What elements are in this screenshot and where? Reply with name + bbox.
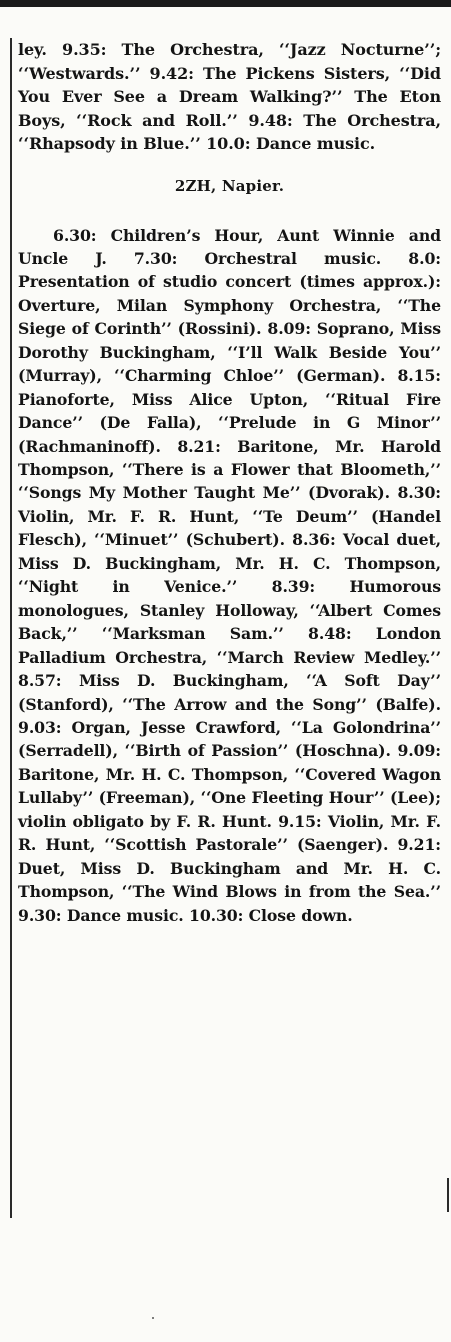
print-speck	[152, 1317, 154, 1319]
left-column-rule	[10, 38, 12, 1218]
station-heading: 2ZH, Napier.	[174, 176, 285, 195]
right-column-rule	[447, 1178, 449, 1212]
station-programme-paragraph: 6.30: Children’s Hour, Aunt Winnie and Uncle J. 7.30: Orchestral music. 8.0: Presentation of studio concert (times approx.): Overture, Milan Symphony Orchestra, ‘‘The Siege of Corinth’’ (Rossini). 8.09: Soprano, Miss Dorothy Buckingham, ‘‘I’ll Walk Beside You’’ (Murray), ‘‘Charming Chloe’’ (German). 8.15: Pianoforte, Miss Alice Upton, ‘‘Ritual Fire Dance’’ (De Falla), ‘‘Prelude in G Minor’’ (Rachmaninoff). 8.21: Baritone, Mr. Harold Thompson, ‘‘There is a Flower that Bloometh,’’ ‘‘Songs My Mother Taught Me’’ (Dvorak). 8.30: Violin, Mr. F. R. Hunt, ‘‘Te Deum’’ (Handel Flesch), ‘‘Minuet’’ (Schubert). 8.36: Vocal duet, Miss D. Buckingham, Mr. H. C. Thompson, ‘‘Night in Venice.’’ 8.39: Humorous monologues, Stanley Holloway, ‘‘Albert Comes Back,’’ ‘‘Marksman Sam.’’ 8.48: London Palladium Orchestra, ‘‘March Review Medley.’’ 8.57: Miss D. Buckingham, ‘‘A Soft Day’’ (Stanford), ‘‘The Arrow and the Song’’ (Balfe). 9.03: Organ, Jesse Crawford, ‘‘La Golondrina’’ (Serradell), ‘‘Birth of Passion’’ (Hoschna). 9.09: Baritone, Mr. H. C. Thompson, ‘‘Covered Wagon Lullaby’’ (Freeman), ‘‘One Fleeting Hour’’ (Lee); violin obligato by F. R. Hunt. 9.15: Violin, Mr. F. R. Hunt, ‘‘Scottish Pastorale’’ (Saenger). 9.21: Duet, Miss D. Buckingham and Mr. H. C. Thompson, ‘‘The Wind Blows in from the Sea.’’ 9.30: Dance music. 10.30: Close down.	[18, 225, 441, 925]
radio-programme-column	[18, 38, 441, 927]
continuation-paragraph: ley. 9.35: The Orchestra, ‘‘Jazz Nocturne’’; ‘‘Westwards.’’ 9.42: The Pickens Sisters, ‘‘Did You Ever See a Dream Walking?’’ The Eton Boys, ‘‘Rock and Roll.’’ 9.48: The Orchestra, ‘‘Rhapsody in Blue.’’ 10.0: Dance music.	[18, 40, 441, 153]
top-border-rule	[0, 0, 451, 7]
